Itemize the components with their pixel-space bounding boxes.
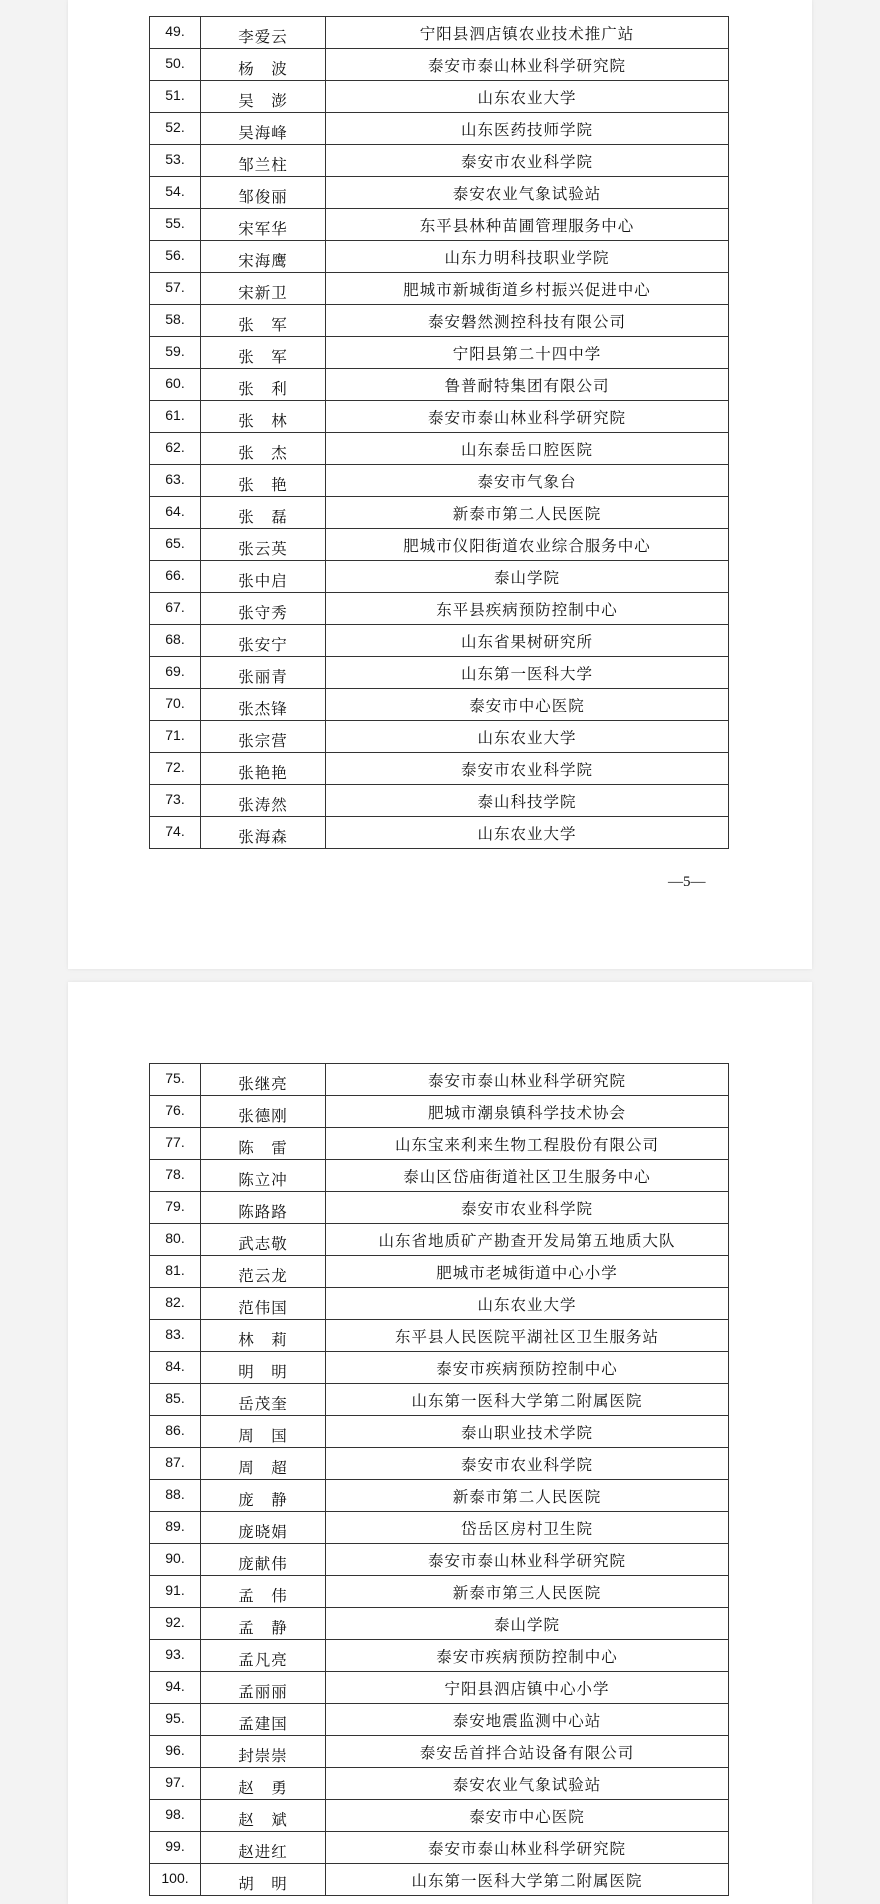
table-row: [150, 337, 729, 369]
person-name: 宋军华: [201, 209, 326, 241]
name-list-body: [150, 1064, 729, 1896]
table-row: [150, 17, 729, 49]
row-number: 74.: [150, 817, 201, 849]
row-number: 91.: [150, 1576, 201, 1608]
table-row: [150, 1320, 729, 1352]
row-number: 99.: [150, 1832, 201, 1864]
person-name: 庞献伟: [201, 1544, 326, 1576]
organization-name: 宁阳县第二十四中学: [326, 337, 729, 369]
organization-name: 肥城市新城街道乡村振兴促进中心: [326, 273, 729, 305]
organization-name: 泰安市农业科学院: [326, 1192, 729, 1224]
row-number: 51.: [150, 81, 201, 113]
organization-name: 泰安市农业科学院: [326, 753, 729, 785]
person-name: 胡 明: [201, 1864, 326, 1896]
organization-name: 泰安市气象台: [326, 465, 729, 497]
person-name: 张 艳: [201, 465, 326, 497]
row-number: 83.: [150, 1320, 201, 1352]
person-name: 张 杰: [201, 433, 326, 465]
person-name: 李爱云: [201, 17, 326, 49]
organization-name: 泰安岳首拌合站设备有限公司: [326, 1736, 729, 1768]
table-row: [150, 1704, 729, 1736]
organization-name: 泰安市泰山林业科学研究院: [326, 401, 729, 433]
row-number: 54.: [150, 177, 201, 209]
organization-name: 泰安市泰山林业科学研究院: [326, 1064, 729, 1096]
row-number: 97.: [150, 1768, 201, 1800]
row-number: 69.: [150, 657, 201, 689]
row-number: 70.: [150, 689, 201, 721]
table-row: [150, 1640, 729, 1672]
organization-name: 宁阳县泗店镇农业技术推广站: [326, 17, 729, 49]
table-row: [150, 273, 729, 305]
organization-name: 肥城市仪阳街道农业综合服务中心: [326, 529, 729, 561]
table-row: [150, 529, 729, 561]
table-row: [150, 1192, 729, 1224]
person-name: 岳茂奎: [201, 1384, 326, 1416]
table-row: [150, 1768, 729, 1800]
organization-name: 泰安市中心医院: [326, 689, 729, 721]
organization-name: 山东第一医科大学: [326, 657, 729, 689]
person-name: 张艳艳: [201, 753, 326, 785]
row-number: 77.: [150, 1128, 201, 1160]
organization-name: 山东宝来利来生物工程股份有限公司: [326, 1128, 729, 1160]
table-row: [150, 1672, 729, 1704]
row-number: 80.: [150, 1224, 201, 1256]
person-name: 张 军: [201, 337, 326, 369]
table-row: [150, 657, 729, 689]
organization-name: 泰安市泰山林业科学研究院: [326, 1544, 729, 1576]
organization-name: 泰山科技学院: [326, 785, 729, 817]
person-name: 吴海峰: [201, 113, 326, 145]
organization-name: 泰安磐然测控科技有限公司: [326, 305, 729, 337]
table-row: [150, 1480, 729, 1512]
person-name: 孟丽丽: [201, 1672, 326, 1704]
person-name: 张 军: [201, 305, 326, 337]
row-number: 63.: [150, 465, 201, 497]
table-row: [150, 1416, 729, 1448]
organization-name: 东平县疾病预防控制中心: [326, 593, 729, 625]
person-name: 张德刚: [201, 1096, 326, 1128]
person-name: 陈路路: [201, 1192, 326, 1224]
row-number: 76.: [150, 1096, 201, 1128]
row-number: 66.: [150, 561, 201, 593]
organization-name: 岱岳区房村卫生院: [326, 1512, 729, 1544]
row-number: 84.: [150, 1352, 201, 1384]
organization-name: 泰安市农业科学院: [326, 1448, 729, 1480]
table-row: [150, 1288, 729, 1320]
row-number: 94.: [150, 1672, 201, 1704]
row-number: 78.: [150, 1160, 201, 1192]
person-name: 张杰锋: [201, 689, 326, 721]
person-name: 孟建国: [201, 1704, 326, 1736]
organization-name: 泰山职业技术学院: [326, 1416, 729, 1448]
person-name: 赵 勇: [201, 1768, 326, 1800]
person-name: 明 明: [201, 1352, 326, 1384]
organization-name: 肥城市潮泉镇科学技术协会: [326, 1096, 729, 1128]
row-number: 81.: [150, 1256, 201, 1288]
organization-name: 东平县人民医院平湖社区卫生服务站: [326, 1320, 729, 1352]
table-row: [150, 1096, 729, 1128]
row-number: 98.: [150, 1800, 201, 1832]
organization-name: 泰安市泰山林业科学研究院: [326, 49, 729, 81]
organization-name: 山东泰岳口腔医院: [326, 433, 729, 465]
row-number: 64.: [150, 497, 201, 529]
organization-name: 泰安地震监测中心站: [326, 1704, 729, 1736]
organization-name: 泰山区岱庙街道社区卫生服务中心: [326, 1160, 729, 1192]
organization-name: 新泰市第三人民医院: [326, 1576, 729, 1608]
row-number: 92.: [150, 1608, 201, 1640]
person-name: 赵进红: [201, 1832, 326, 1864]
person-name: 张云英: [201, 529, 326, 561]
person-name: 吴 澎: [201, 81, 326, 113]
table-row: [150, 1544, 729, 1576]
row-number: 58.: [150, 305, 201, 337]
row-number: 61.: [150, 401, 201, 433]
table-row: [150, 1384, 729, 1416]
row-number: 95.: [150, 1704, 201, 1736]
table-row: [150, 1512, 729, 1544]
organization-name: 山东农业大学: [326, 721, 729, 753]
name-list-table: [149, 1063, 729, 1896]
organization-name: 泰安市农业科学院: [326, 145, 729, 177]
row-number: 62.: [150, 433, 201, 465]
organization-name: 山东农业大学: [326, 81, 729, 113]
table-row: [150, 465, 729, 497]
row-number: 65.: [150, 529, 201, 561]
table-row: [150, 433, 729, 465]
table-row: [150, 209, 729, 241]
row-number: 53.: [150, 145, 201, 177]
person-name: 张 林: [201, 401, 326, 433]
table-row: [150, 785, 729, 817]
row-number: 85.: [150, 1384, 201, 1416]
organization-name: 泰山学院: [326, 561, 729, 593]
name-list-body: [150, 17, 729, 849]
row-number: 90.: [150, 1544, 201, 1576]
table-row: [150, 1832, 729, 1864]
row-number: 72.: [150, 753, 201, 785]
table-row: [150, 625, 729, 657]
row-number: 96.: [150, 1736, 201, 1768]
row-number: 82.: [150, 1288, 201, 1320]
row-number: 75.: [150, 1064, 201, 1096]
person-name: 孟 伟: [201, 1576, 326, 1608]
table-row: [150, 305, 729, 337]
table-row: [150, 561, 729, 593]
table-row: [150, 81, 729, 113]
document-page-5: [68, 0, 812, 969]
table-row: [150, 49, 729, 81]
row-number: 55.: [150, 209, 201, 241]
organization-name: 山东农业大学: [326, 817, 729, 849]
table-row: [150, 1576, 729, 1608]
person-name: 范云龙: [201, 1256, 326, 1288]
person-name: 邹俊丽: [201, 177, 326, 209]
person-name: 周 超: [201, 1448, 326, 1480]
organization-name: 宁阳县泗店镇中心小学: [326, 1672, 729, 1704]
person-name: 张中启: [201, 561, 326, 593]
person-name: 林 莉: [201, 1320, 326, 1352]
row-number: 87.: [150, 1448, 201, 1480]
row-number: 68.: [150, 625, 201, 657]
table-row: [150, 1160, 729, 1192]
organization-name: 泰安市中心医院: [326, 1800, 729, 1832]
organization-name: 泰安市疾病预防控制中心: [326, 1640, 729, 1672]
organization-name: 东平县林种苗圃管理服务中心: [326, 209, 729, 241]
table-row: [150, 145, 729, 177]
organization-name: 山东医药技师学院: [326, 113, 729, 145]
row-number: 49.: [150, 17, 201, 49]
person-name: 张涛然: [201, 785, 326, 817]
organization-name: 山东第一医科大学第二附属医院: [326, 1384, 729, 1416]
organization-name: 泰山学院: [326, 1608, 729, 1640]
organization-name: 泰安农业气象试验站: [326, 1768, 729, 1800]
table-row: [150, 1448, 729, 1480]
row-number: 100.: [150, 1864, 201, 1896]
person-name: 杨 波: [201, 49, 326, 81]
person-name: 孟 静: [201, 1608, 326, 1640]
person-name: 宋海鹰: [201, 241, 326, 273]
person-name: 张海森: [201, 817, 326, 849]
table-row: [150, 1256, 729, 1288]
organization-name: 山东省果树研究所: [326, 625, 729, 657]
row-number: 67.: [150, 593, 201, 625]
table-row: [150, 1128, 729, 1160]
organization-name: 泰安市疾病预防控制中心: [326, 1352, 729, 1384]
table-row: [150, 753, 729, 785]
table-row: [150, 369, 729, 401]
organization-name: 山东力明科技职业学院: [326, 241, 729, 273]
table-row: [150, 593, 729, 625]
person-name: 陈立冲: [201, 1160, 326, 1192]
organization-name: 泰安农业气象试验站: [326, 177, 729, 209]
table-row: [150, 1352, 729, 1384]
person-name: 张守秀: [201, 593, 326, 625]
table-row: [150, 177, 729, 209]
row-number: 52.: [150, 113, 201, 145]
row-number: 88.: [150, 1480, 201, 1512]
table-row: [150, 497, 729, 529]
person-name: 张安宁: [201, 625, 326, 657]
table-row: [150, 241, 729, 273]
table-row: [150, 401, 729, 433]
name-list-table: [149, 16, 729, 849]
document-page-6: [68, 982, 812, 1904]
person-name: 宋新卫: [201, 273, 326, 305]
row-number: 73.: [150, 785, 201, 817]
person-name: 周 国: [201, 1416, 326, 1448]
person-name: 陈 雷: [201, 1128, 326, 1160]
person-name: 张 磊: [201, 497, 326, 529]
row-number: 59.: [150, 337, 201, 369]
table-row: [150, 1064, 729, 1096]
person-name: 武志敬: [201, 1224, 326, 1256]
table-row: [150, 113, 729, 145]
person-name: 庞晓娟: [201, 1512, 326, 1544]
row-number: 93.: [150, 1640, 201, 1672]
row-number: 57.: [150, 273, 201, 305]
person-name: 张继亮: [201, 1064, 326, 1096]
table-row: [150, 1224, 729, 1256]
row-number: 50.: [150, 49, 201, 81]
person-name: 张 利: [201, 369, 326, 401]
table-row: [150, 1608, 729, 1640]
row-number: 89.: [150, 1512, 201, 1544]
page-number: —5—: [668, 874, 706, 890]
row-number: 60.: [150, 369, 201, 401]
organization-name: 肥城市老城街道中心小学: [326, 1256, 729, 1288]
person-name: 赵 斌: [201, 1800, 326, 1832]
table-row: [150, 1864, 729, 1896]
row-number: 79.: [150, 1192, 201, 1224]
table-row: [150, 689, 729, 721]
organization-name: 泰安市泰山林业科学研究院: [326, 1832, 729, 1864]
table-row: [150, 721, 729, 753]
organization-name: 山东农业大学: [326, 1288, 729, 1320]
person-name: 范伟国: [201, 1288, 326, 1320]
person-name: 封崇崇: [201, 1736, 326, 1768]
organization-name: 山东省地质矿产勘查开发局第五地质大队: [326, 1224, 729, 1256]
person-name: 张丽青: [201, 657, 326, 689]
row-number: 56.: [150, 241, 201, 273]
person-name: 孟凡亮: [201, 1640, 326, 1672]
table-row: [150, 1736, 729, 1768]
organization-name: 新泰市第二人民医院: [326, 1480, 729, 1512]
organization-name: 鲁普耐特集团有限公司: [326, 369, 729, 401]
row-number: 71.: [150, 721, 201, 753]
person-name: 庞 静: [201, 1480, 326, 1512]
person-name: 张宗营: [201, 721, 326, 753]
row-number: 86.: [150, 1416, 201, 1448]
table-row: [150, 817, 729, 849]
organization-name: 新泰市第二人民医院: [326, 497, 729, 529]
person-name: 邹兰柱: [201, 145, 326, 177]
table-row: [150, 1800, 729, 1832]
organization-name: 山东第一医科大学第二附属医院: [326, 1864, 729, 1896]
